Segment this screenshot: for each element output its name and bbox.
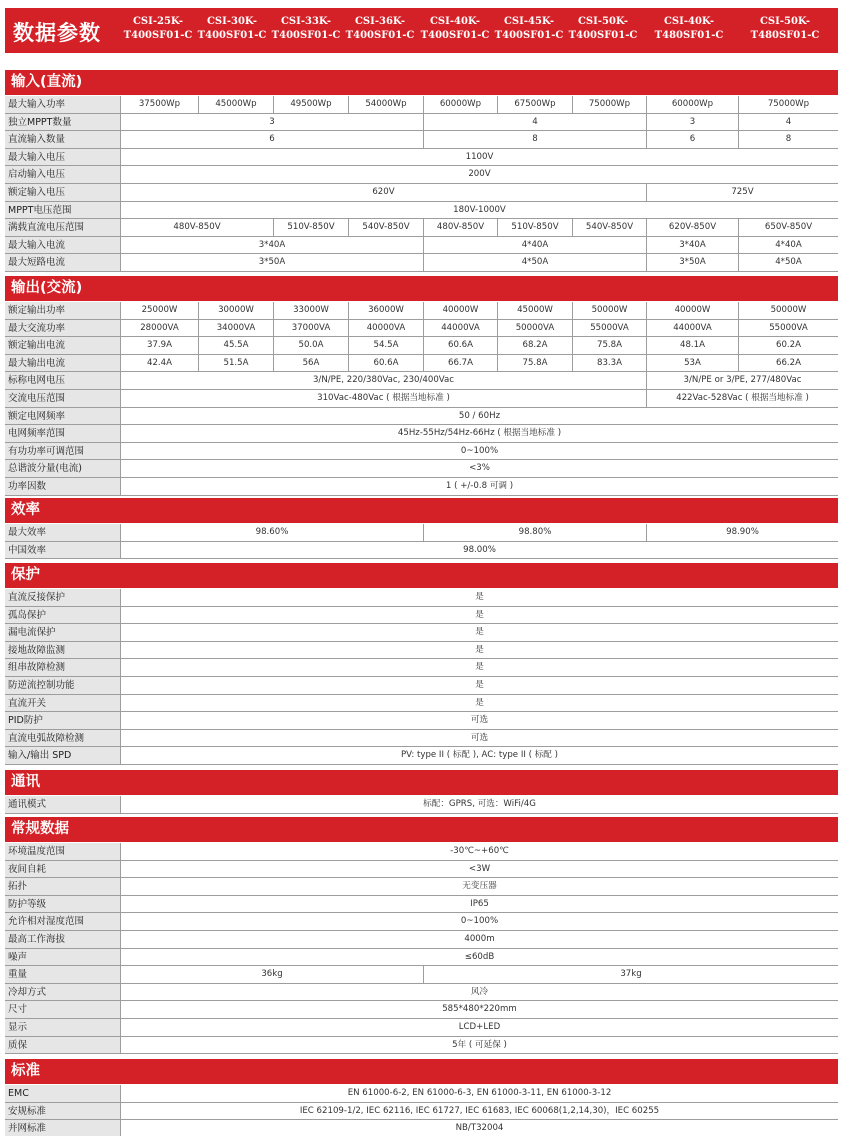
spec-value: PV: type II ( 标配 ), AC: type II ( 标配 ) — [401, 750, 558, 761]
spec-value: 44000VA — [647, 320, 739, 337]
spec-value: 1100V — [465, 151, 494, 162]
spec-value: 620V — [121, 184, 647, 201]
spec-row — [5, 460, 838, 478]
spec-label: 冷却方式 — [5, 984, 121, 1001]
spec-value: 37500Wp — [121, 96, 199, 113]
spec-value: 49500Wp — [274, 96, 349, 113]
section-header: 输出(交流) — [5, 276, 838, 301]
model-name-line: T400SF01-C — [494, 30, 564, 41]
spec-row — [5, 355, 838, 373]
spec-label: 启动输入电压 — [5, 166, 121, 183]
spec-value: 60.6A — [349, 355, 424, 372]
spec-value: 4*50A — [775, 257, 802, 268]
spec-value: LCD+LED — [458, 1022, 501, 1032]
spec-value: 50000W — [573, 302, 647, 319]
spec-row — [5, 166, 838, 184]
spec-value: 66.2A — [775, 357, 801, 368]
spec-value: 40000W — [424, 302, 498, 319]
spec-row — [5, 1120, 838, 1136]
spec-label: 接地故障监测 — [5, 642, 121, 659]
spec-value: 40000VA — [349, 320, 424, 337]
spec-row — [5, 878, 838, 896]
model-name-line: CSI-25K- — [132, 16, 184, 27]
section-header: 通讯 — [5, 770, 838, 795]
spec-value: 98.90% — [726, 527, 759, 537]
model-name-line: T400SF01-C — [123, 30, 193, 41]
spec-value: 585*480*220mm — [442, 1004, 517, 1015]
spec-value: 3 — [647, 114, 739, 131]
spec-row — [5, 184, 838, 202]
spec-row — [5, 390, 838, 408]
spec-value: 可选 — [470, 732, 489, 743]
section-header: 标准 — [5, 1059, 838, 1084]
model-name-line: CSI-50K- — [577, 16, 629, 27]
spec-label: EMC — [5, 1085, 121, 1102]
spec-value: 无变压器 — [462, 881, 497, 892]
section-header: 保护 — [5, 563, 838, 588]
spec-label: 最高工作海拔 — [5, 931, 121, 948]
spec-row — [5, 96, 838, 114]
spec-value: 620V-850V — [647, 219, 739, 236]
model-name-line: T400SF01-C — [568, 30, 638, 41]
spec-row — [5, 408, 838, 426]
spec-row — [5, 607, 838, 625]
spec-value: 3/N/PE, 220/380Vac, 230/400Vac — [121, 372, 647, 389]
spec-value: EN 61000-6-2, EN 61000-6-3, EN 61000-3-11, EN 61000-3-12 — [347, 1088, 612, 1098]
spec-value: 53A — [647, 355, 739, 372]
spec-value: 55000VA — [573, 320, 647, 337]
spec-value: 37kg — [620, 969, 642, 980]
spec-value: 54000Wp — [349, 96, 424, 113]
spec-value: 180V-1000V — [453, 204, 506, 215]
spec-value: 54.5A — [349, 337, 424, 354]
spec-value: 45Hz-55Hz/54Hz-66Hz ( 根据当地标准 ) — [397, 428, 562, 439]
spec-label: 并网标准 — [5, 1120, 121, 1136]
header-bar — [5, 8, 838, 53]
spec-label: PID防护 — [5, 712, 121, 729]
model-name-line: T480SF01-C — [750, 30, 820, 41]
model-name-line: T400SF01-C — [271, 30, 341, 41]
spec-value: -30℃~+60℃ — [450, 846, 509, 856]
spec-value: 36000W — [349, 302, 424, 319]
spec-row — [5, 425, 838, 443]
spec-value: 是 — [475, 680, 484, 690]
spec-value: 98.00% — [463, 544, 496, 555]
spec-value: 50000W — [770, 305, 807, 315]
spec-value: 6 — [121, 131, 424, 148]
spec-value: 8 — [424, 131, 647, 148]
model-name-line: CSI-50K- — [759, 16, 811, 27]
spec-row — [5, 372, 838, 390]
spec-value: 8 — [785, 134, 792, 145]
spec-value: 37000VA — [274, 320, 349, 337]
model-name — [495, 15, 564, 43]
spec-value: <3W — [468, 863, 491, 874]
spec-label: 最大输入电压 — [5, 149, 121, 166]
spec-value: 是 — [475, 627, 484, 638]
spec-value: 6 — [647, 131, 739, 148]
spec-value: 3*50A — [121, 254, 424, 271]
spec-row — [5, 131, 838, 149]
spec-label: 额定输出电流 — [5, 337, 121, 354]
spec-label: 孤岛保护 — [5, 607, 121, 624]
model-name-line: T400SF01-C — [420, 30, 490, 41]
spec-value: 0~100% — [460, 445, 499, 456]
spec-value: 4 — [785, 116, 792, 127]
spec-value: 3 — [121, 114, 424, 131]
spec-label: 允许相对湿度范围 — [5, 913, 121, 930]
spec-label: 总谐波分量(电流) — [5, 460, 121, 477]
spec-label: 满载直流电压范围 — [5, 219, 121, 236]
model-name-line: T400SF01-C — [197, 30, 267, 41]
spec-row — [5, 642, 838, 660]
spec-value: IP65 — [470, 898, 489, 909]
model-name — [124, 15, 193, 43]
spec-label: 最大输入功率 — [5, 96, 121, 113]
spec-label: 有功功率可调范围 — [5, 443, 121, 460]
spec-label: 重量 — [5, 966, 121, 983]
spec-row — [5, 861, 838, 879]
spec-value: 60000Wp — [424, 96, 498, 113]
spec-value: 42.4A — [121, 355, 199, 372]
model-name — [198, 15, 267, 43]
spec-value: 51.5A — [199, 355, 274, 372]
spec-row — [5, 320, 838, 338]
model-name — [346, 15, 415, 43]
section-header: 效率 — [5, 498, 838, 523]
spec-row — [5, 624, 838, 642]
spec-value: 540V-850V — [349, 219, 424, 236]
model-name — [751, 15, 820, 43]
spec-value: 48.1A — [647, 337, 739, 354]
spec-row — [5, 1103, 838, 1121]
spec-value: 是 — [475, 662, 484, 673]
spec-value: 98.80% — [424, 524, 647, 541]
spec-value: 310Vac-480Vac ( 根据当地标准 ) — [121, 390, 647, 407]
spec-value: 422Vac-528Vac ( 根据当地标准 ) — [676, 393, 809, 403]
spec-value: 标配：GPRS, 可选：WiFi/4G — [423, 799, 536, 809]
spec-value: 4 — [424, 114, 647, 131]
spec-value: 50.0A — [274, 337, 349, 354]
spec-row — [5, 237, 838, 255]
spec-label: 最大交流功率 — [5, 320, 121, 337]
spec-label: 直流输入数量 — [5, 131, 121, 148]
spec-label: 电网频率范围 — [5, 425, 121, 442]
spec-value: 45000W — [498, 302, 573, 319]
spec-label: 输入/输出 SPD — [5, 747, 121, 764]
spec-row — [5, 796, 838, 814]
model-name-line: CSI-30K- — [206, 16, 258, 27]
spec-row — [5, 114, 838, 132]
spec-value: 45000Wp — [199, 96, 274, 113]
spec-value: 3/N/PE or 3/PE, 277/480Vac — [683, 375, 802, 386]
spec-row — [5, 712, 838, 730]
spec-label: 额定输入电压 — [5, 184, 121, 201]
spec-value: IEC 62109-1/2, IEC 62116, IEC 61727, IEC 61683, IEC 60068(1,2,14,30)，IEC 60255 — [299, 1105, 660, 1116]
spec-value: 3*40A — [121, 237, 424, 254]
spec-value: 66.7A — [424, 355, 498, 372]
spec-value: 510V-850V — [274, 219, 349, 236]
spec-row — [5, 896, 838, 914]
spec-value: 725V — [731, 187, 754, 197]
spec-label: 漏电流保护 — [5, 624, 121, 641]
spec-row — [5, 478, 838, 496]
spec-value: 4*50A — [424, 254, 647, 271]
spec-value: 83.3A — [573, 355, 647, 372]
spec-label: 尺寸 — [5, 1001, 121, 1018]
spec-row — [5, 1019, 838, 1037]
spec-value: 是 — [475, 592, 484, 602]
spec-value: 45.5A — [199, 337, 274, 354]
spec-label: 额定输出功率 — [5, 302, 121, 319]
spec-value: 4*40A — [775, 239, 802, 250]
section-header: 常规数据 — [5, 817, 838, 842]
spec-row — [5, 913, 838, 931]
spec-label: 独立MPPT数量 — [5, 114, 121, 131]
spec-value: 3*50A — [647, 254, 739, 271]
spec-value: 510V-850V — [498, 219, 573, 236]
spec-row — [5, 542, 838, 560]
spec-label: 噪声 — [5, 949, 121, 966]
spec-row — [5, 443, 838, 461]
spec-label: 标称电网电压 — [5, 372, 121, 389]
spec-value: 37.9A — [121, 337, 199, 354]
spec-value: ≤60dB — [464, 951, 495, 962]
spec-label: 最大效率 — [5, 524, 121, 541]
spec-row — [5, 984, 838, 1002]
model-name — [421, 15, 490, 43]
spec-value: 4000m — [464, 934, 495, 944]
spec-value: 75.8A — [573, 337, 647, 354]
spec-label: 功率因数 — [5, 478, 121, 495]
spec-value: 4*40A — [424, 237, 647, 254]
model-name-line: CSI-40K- — [663, 16, 715, 27]
spec-value: 67500Wp — [498, 96, 573, 113]
spec-value: 是 — [475, 644, 484, 655]
spec-row — [5, 524, 838, 542]
spec-row — [5, 589, 838, 607]
spec-row — [5, 149, 838, 167]
spec-value: 25000W — [121, 302, 199, 319]
spec-label: 显示 — [5, 1019, 121, 1036]
spec-value: NB/T32004 — [455, 1123, 504, 1134]
model-name — [655, 15, 724, 43]
spec-label: 中国效率 — [5, 542, 121, 559]
spec-label: 最大短路电流 — [5, 254, 121, 271]
spec-value: 28000VA — [121, 320, 199, 337]
spec-value: 75.8A — [498, 355, 573, 372]
spec-value: 5年 ( 可延保 ) — [452, 1039, 507, 1050]
spec-label: 直流反接保护 — [5, 589, 121, 606]
spec-label: 直流开关 — [5, 695, 121, 712]
spec-label: 拓扑 — [5, 878, 121, 895]
spec-value: 36kg — [121, 966, 424, 983]
model-name-line: CSI-40K- — [429, 16, 481, 27]
model-name-line: CSI-33K- — [280, 16, 332, 27]
spec-value: 56A — [274, 355, 349, 372]
spec-value: 480V-850V — [424, 219, 498, 236]
spec-row — [5, 219, 838, 237]
spec-label: 质保 — [5, 1037, 121, 1054]
spec-label: 交流电压范围 — [5, 390, 121, 407]
spec-value: 是 — [475, 697, 484, 708]
model-name — [272, 15, 341, 43]
spec-value: 75000Wp — [573, 96, 647, 113]
spec-label: 环境温度范围 — [5, 843, 121, 860]
spec-value: <3% — [469, 463, 490, 474]
spec-row — [5, 302, 838, 320]
spec-label: 最大输入电流 — [5, 237, 121, 254]
spec-value: 3*40A — [647, 237, 739, 254]
spec-value: 是 — [475, 609, 484, 620]
spec-row — [5, 843, 838, 861]
spec-label: 夜间自耗 — [5, 861, 121, 878]
spec-value: 0~100% — [460, 916, 499, 927]
spec-row — [5, 949, 838, 967]
spec-label: 组串故障检测 — [5, 659, 121, 676]
spec-value: 34000VA — [199, 320, 274, 337]
spec-value: 风冷 — [470, 986, 489, 997]
spec-value: 40000W — [647, 302, 739, 319]
spec-label: 额定电网频率 — [5, 408, 121, 425]
model-name-line: T480SF01-C — [654, 30, 724, 41]
spec-value: 50000VA — [498, 320, 573, 337]
spec-row — [5, 677, 838, 695]
spec-value: 650V-850V — [764, 222, 813, 233]
spec-value: 540V-850V — [573, 219, 647, 236]
model-name-line: CSI-36K- — [354, 16, 406, 27]
spec-row — [5, 1037, 838, 1055]
spec-label: 安规标准 — [5, 1103, 121, 1120]
spec-value: 68.2A — [498, 337, 573, 354]
spec-row — [5, 337, 838, 355]
spec-row — [5, 202, 838, 220]
spec-value: 55000VA — [769, 322, 808, 333]
spec-row — [5, 931, 838, 949]
spec-label: 防护等级 — [5, 896, 121, 913]
spec-value: 60.2A — [775, 340, 801, 351]
spec-value: 可选 — [470, 715, 489, 726]
spec-label: 直流电弧故障检测 — [5, 730, 121, 747]
section-header: 输入(直流) — [5, 70, 838, 95]
model-name-line: T400SF01-C — [345, 30, 415, 41]
spec-row — [5, 254, 838, 272]
spec-label: MPPT电压范围 — [5, 202, 121, 219]
spec-row — [5, 695, 838, 713]
spec-row — [5, 1001, 838, 1019]
spec-value: 60000Wp — [647, 96, 739, 113]
spec-value: 480V-850V — [121, 219, 274, 236]
spec-value: 44000VA — [424, 320, 498, 337]
spec-row — [5, 730, 838, 748]
spec-label: 防逆流控制功能 — [5, 677, 121, 694]
spec-label: 通讯模式 — [5, 796, 121, 813]
spec-value: 200V — [468, 169, 491, 180]
spec-row — [5, 1085, 838, 1103]
spec-value: 98.60% — [121, 524, 424, 541]
spec-row — [5, 747, 838, 765]
model-name — [569, 15, 638, 43]
spec-value: 50 / 60Hz — [458, 410, 501, 421]
spec-value: 33000W — [274, 302, 349, 319]
spec-label: 最大输出电流 — [5, 355, 121, 372]
model-name-line: CSI-45K- — [503, 16, 555, 27]
spec-value: 30000W — [199, 302, 274, 319]
spec-value: 60.6A — [424, 337, 498, 354]
spec-row — [5, 966, 838, 984]
spec-value: 1 ( +/-0.8 可调 ) — [445, 481, 514, 491]
spec-row — [5, 659, 838, 677]
spec-value: 75000Wp — [767, 99, 810, 109]
page-title: 数据参数 — [13, 21, 101, 45]
